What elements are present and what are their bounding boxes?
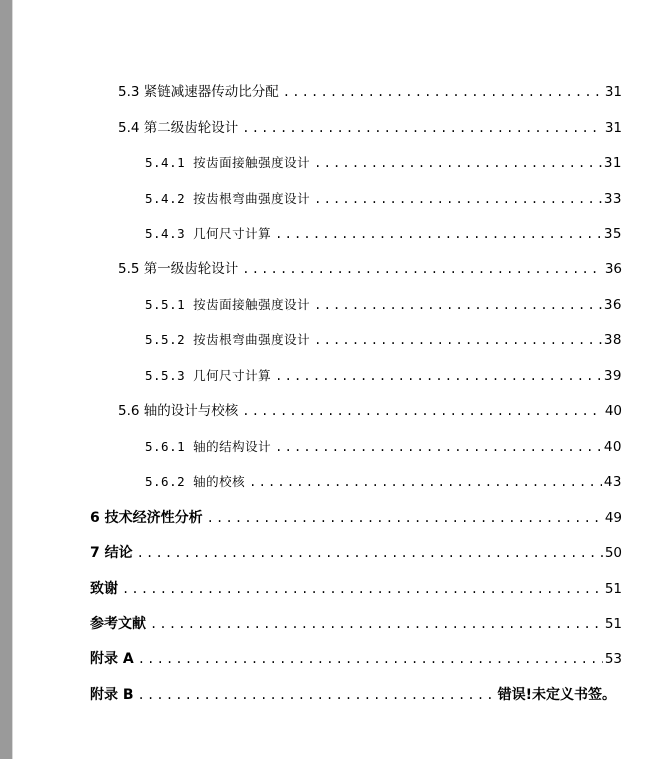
toc-entry-page: 40	[604, 403, 622, 419]
dot-leader	[275, 365, 602, 387]
toc-entry-label: 5.4 第二级齿轮设计	[118, 120, 239, 136]
toc-entry-label: 5.4.2 按齿根弯曲强度设计	[145, 191, 311, 206]
dot-leader	[150, 613, 603, 635]
dot-leader	[122, 578, 603, 600]
toc-entry-page: 36	[604, 261, 622, 277]
toc-entry-page: 38	[603, 332, 622, 348]
toc-entry-page: 51	[604, 581, 622, 597]
dot-leader	[275, 223, 602, 245]
toc-entry-5-6[interactable]	[118, 400, 622, 422]
toc-entry-page: 35	[603, 226, 622, 242]
toc-entry-5-4-3[interactable]	[145, 223, 622, 245]
dot-leader	[207, 507, 603, 529]
toc-entry-label: 6 技术经济性分析	[90, 510, 203, 526]
toc-entry-page: 39	[603, 368, 622, 384]
dot-leader	[249, 471, 602, 493]
toc-entry-page-error: 错误!未定义书签。	[497, 687, 616, 703]
toc-entry-label: 5.3 紧链减速器传动比分配	[118, 84, 279, 100]
dot-leader	[314, 152, 602, 174]
toc-entry-page: 43	[603, 474, 622, 490]
toc-entry-label: 7 结论	[90, 545, 133, 561]
toc-entry-page: 31	[604, 120, 622, 136]
toc-entry-label: 致谢	[90, 581, 118, 597]
toc-entry-label: 5.6.1 轴的结构设计	[145, 439, 272, 454]
toc-entry-appendix-b[interactable]	[90, 684, 616, 706]
toc-entry-page: 33	[603, 191, 622, 207]
toc-entry-5-5-1[interactable]	[145, 294, 622, 316]
dot-leader	[137, 542, 603, 564]
toc-entry-5-6-1[interactable]	[145, 436, 622, 458]
toc-entry-5-6-2[interactable]	[145, 471, 622, 493]
toc-entry-5-4-2[interactable]	[145, 188, 622, 210]
dot-leader	[283, 81, 603, 103]
toc-entry-acknowledgements[interactable]	[90, 578, 622, 600]
dot-leader	[314, 294, 602, 316]
toc-entry-5-5-3[interactable]	[145, 365, 622, 387]
toc-entry-label: 5.4.1 按齿面接触强度设计	[145, 155, 311, 170]
dot-leader	[138, 684, 496, 706]
toc-entry-label: 附录 B	[90, 687, 134, 703]
toc-entry-5-4-1[interactable]	[145, 152, 622, 174]
dot-leader	[314, 188, 602, 210]
dot-leader	[242, 400, 603, 422]
toc-entry-label: 5.5.1 按齿面接触强度设计	[145, 297, 311, 312]
toc-entry-label: 附录 A	[90, 651, 134, 667]
toc-entry-page: 36	[603, 297, 622, 313]
dot-leader	[138, 648, 603, 670]
toc-entry-page: 31	[604, 84, 622, 100]
dot-leader	[314, 329, 602, 351]
toc-entry-references[interactable]	[90, 613, 622, 635]
toc-entry-label: 5.5 第一级齿轮设计	[118, 261, 239, 277]
toc-entry-label: 5.5.3 几何尺寸计算	[145, 368, 272, 383]
toc-entry-page: 31	[603, 155, 622, 171]
toc-entry-5-3[interactable]	[118, 81, 622, 103]
dot-leader	[242, 258, 603, 280]
toc-entry-6[interactable]	[90, 507, 622, 529]
toc-entry-page: 50	[604, 545, 622, 561]
toc-entry-page: 53	[604, 651, 622, 667]
toc-entry-5-5-2[interactable]	[145, 329, 622, 351]
toc-entry-page: 49	[604, 510, 622, 526]
toc-entry-page: 51	[604, 616, 622, 632]
toc-entry-label: 5.6 轴的设计与校核	[118, 403, 239, 419]
toc-entry-label: 5.5.2 按齿根弯曲强度设计	[145, 332, 311, 347]
toc-entry-page: 40	[603, 439, 622, 455]
toc-entry-7[interactable]	[90, 542, 622, 564]
toc-entry-label: 5.4.3 几何尺寸计算	[145, 226, 272, 241]
toc-entry-appendix-a[interactable]	[90, 648, 622, 670]
dot-leader	[242, 117, 603, 139]
toc-entry-5-5[interactable]	[118, 258, 622, 280]
dot-leader	[275, 436, 602, 458]
toc-entry-5-4[interactable]	[118, 117, 622, 139]
toc-entry-label: 参考文献	[90, 616, 146, 632]
toc-entry-label: 5.6.2 轴的校核	[145, 474, 246, 489]
